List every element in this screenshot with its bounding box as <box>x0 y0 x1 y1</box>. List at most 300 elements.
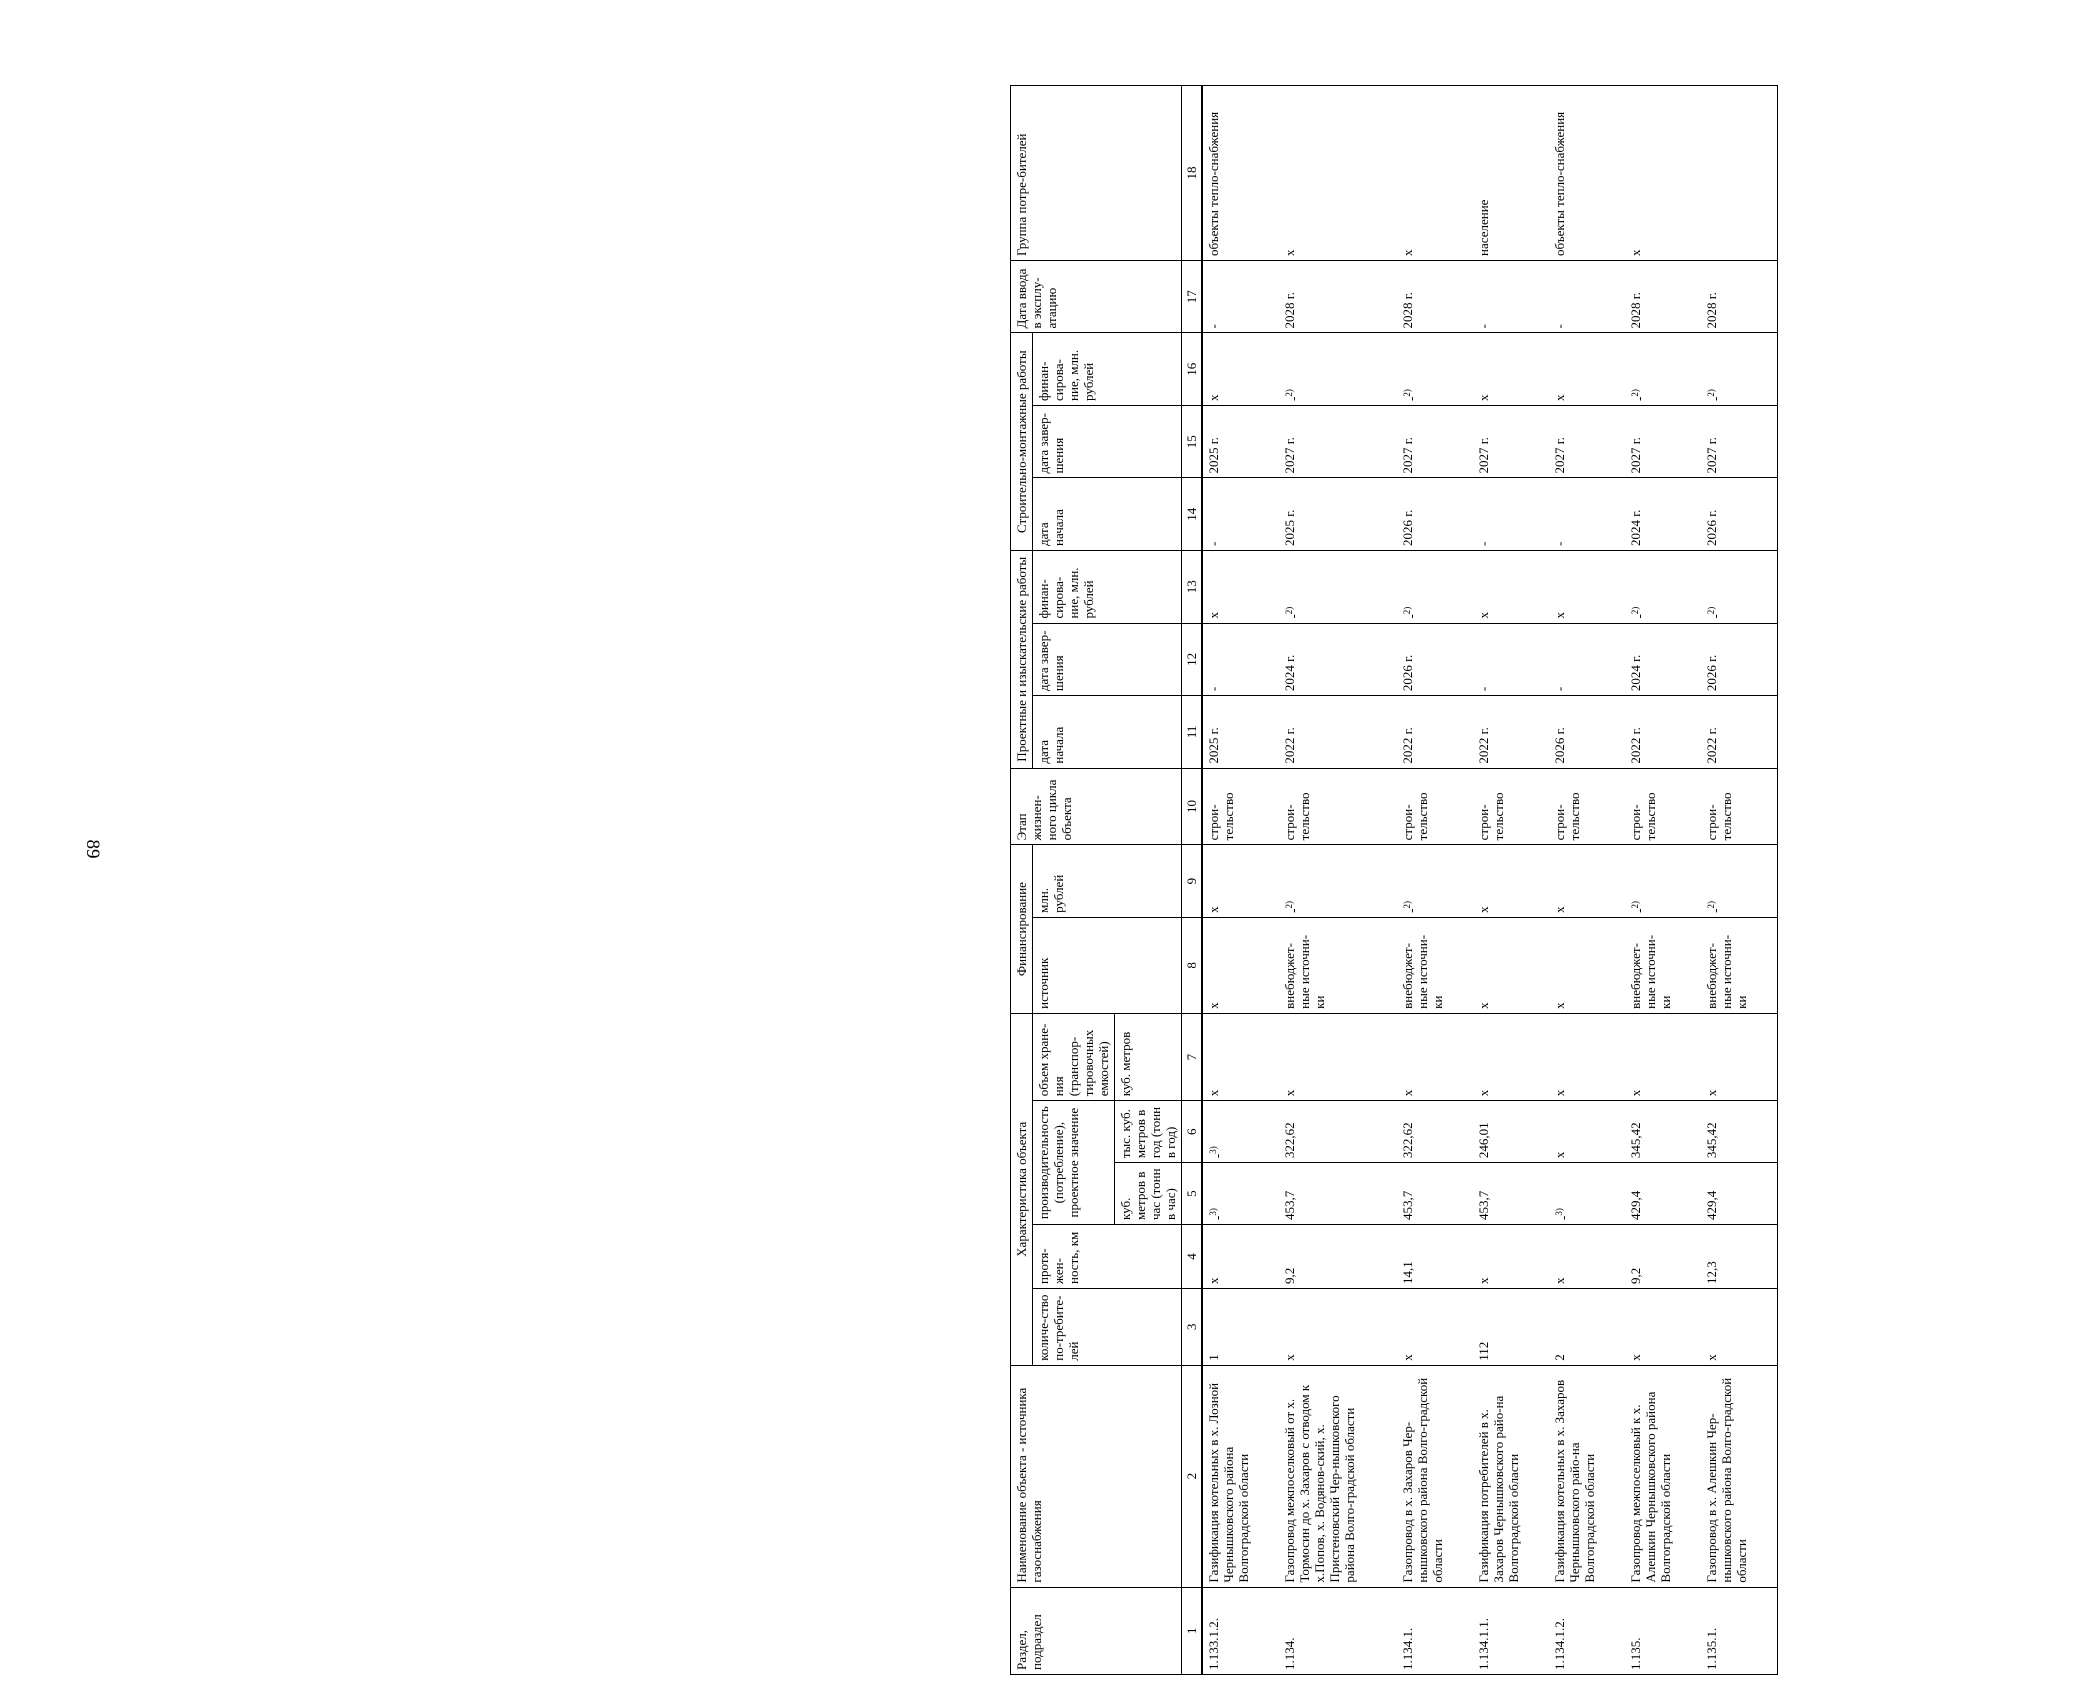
fin-source-cell <box>1279 917 1397 1013</box>
cell-text: x <box>1704 1354 1719 1361</box>
footnote-marker: 2) <box>1630 389 1640 397</box>
cell-text: строи-тельство <box>1400 792 1430 841</box>
design-start-cell <box>1279 696 1397 769</box>
life-cycle-cell <box>1625 768 1701 845</box>
capacity-yearly-cell <box>1279 1101 1397 1163</box>
cell-text: 112 <box>1476 1341 1491 1361</box>
length-cell <box>1279 1224 1397 1288</box>
cell-text: 1.133.1.2. <box>1206 1618 1221 1670</box>
cell-text: - <box>1285 908 1301 913</box>
commissioning-cell <box>1279 260 1397 333</box>
cell-text: 1 <box>1206 1354 1221 1361</box>
hdr-section: Раздел, подраздел <box>1011 1587 1182 1674</box>
construction-end-cell <box>1279 405 1397 478</box>
column-number: 5 <box>1182 1163 1203 1225</box>
cell-text: 9,2 <box>1282 1267 1297 1284</box>
storage-cell <box>1625 1013 1701 1100</box>
storage-cell <box>1701 1013 1778 1100</box>
life-cycle-cell <box>1279 768 1397 845</box>
construction-end-cell <box>1202 405 1279 478</box>
hdr-design-end: дата завер-шения <box>1033 623 1182 696</box>
cell-text: 2022 г. <box>1628 727 1643 764</box>
cell-text: строи-тельство <box>1704 792 1734 841</box>
cell-text: 2027 г. <box>1476 437 1491 474</box>
design-financing-cell <box>1279 551 1397 624</box>
design-financing-cell <box>1701 551 1778 624</box>
cell-text: - <box>1476 541 1491 546</box>
commissioning-cell <box>1473 260 1549 333</box>
object-name-cell <box>1397 1365 1473 1587</box>
cell-text: 345,42 <box>1704 1122 1719 1159</box>
footnote-marker: 2) <box>1284 901 1294 909</box>
cell-text: 429,4 <box>1628 1190 1643 1220</box>
cell-text: - <box>1631 396 1647 401</box>
column-number: 8 <box>1182 917 1203 1013</box>
footnote-marker: 3) <box>1208 1208 1218 1216</box>
design-end-cell <box>1625 623 1701 696</box>
column-number: 7 <box>1182 1013 1203 1100</box>
cell-text: 2026 г. <box>1704 654 1719 692</box>
storage-cell <box>1397 1013 1473 1100</box>
design-end-cell <box>1473 623 1549 696</box>
cell-text: 453,7 <box>1400 1190 1415 1220</box>
cell-text: x <box>1476 1002 1491 1009</box>
cell-text: 345,42 <box>1628 1122 1643 1159</box>
footnote-marker: 2) <box>1706 901 1716 909</box>
table-row <box>1549 86 1625 1675</box>
section-cell <box>1625 1587 1701 1674</box>
cell-text: - <box>1403 614 1419 619</box>
hdr-construction-financing: финан-сирова-ние, млн. рублей <box>1033 333 1182 406</box>
cell-text: Газопровод в х. Захаров Чер-нышковского района Волго-градской области <box>1400 1377 1445 1583</box>
cell-text: x <box>1552 1002 1567 1009</box>
hdr-design-works: Проектные и изыскательские работы <box>1011 551 1033 769</box>
cell-text: 2022 г. <box>1282 727 1297 764</box>
cell-text: - <box>1209 1215 1225 1220</box>
column-number: 11 <box>1182 696 1203 769</box>
cell-text: 2 <box>1552 1354 1567 1361</box>
life-cycle-cell <box>1549 768 1625 845</box>
capacity-hourly-cell <box>1473 1163 1549 1225</box>
cell-text: x <box>1552 1089 1567 1097</box>
cell-text: x <box>1282 1354 1297 1361</box>
hdr-construction-end: дата завер-шения <box>1033 405 1182 478</box>
construction-start-cell <box>1701 478 1778 551</box>
cell-text: x <box>1400 1354 1415 1361</box>
fin-amount-cell <box>1473 845 1549 918</box>
consumer-group-cell <box>1701 86 1778 261</box>
cell-text: x <box>1628 1089 1643 1097</box>
design-start-cell <box>1202 696 1279 769</box>
design-start-cell <box>1701 696 1778 769</box>
length-cell <box>1549 1224 1625 1288</box>
storage-cell <box>1473 1013 1549 1100</box>
cell-text: 2022 г. <box>1704 727 1719 764</box>
cell-text: внебюджет-ные источни-ки <box>1704 934 1749 1009</box>
cell-text: - <box>1552 686 1567 692</box>
design-end-cell <box>1549 623 1625 696</box>
cell-text: внебюджет-ные источни-ки <box>1628 934 1673 1009</box>
table-row <box>1701 86 1778 1675</box>
hdr-fin-source: источник <box>1033 917 1182 1013</box>
construction-start-cell <box>1625 478 1701 551</box>
hdr-capacity: производительность (потребление), проектное значение <box>1033 1101 1115 1225</box>
object-name-cell <box>1701 1365 1778 1587</box>
construction-end-cell <box>1473 405 1549 478</box>
cell-text: 2028 г. <box>1704 292 1719 329</box>
length-cell <box>1625 1224 1701 1288</box>
hdr-consumers-count: количе-ство по-требите-лей <box>1033 1288 1182 1365</box>
footnote-marker: 2) <box>1630 606 1640 615</box>
hdr-life-cycle: Этап жизнен-ного цикла объекта <box>1011 768 1182 845</box>
cell-text: x <box>1704 1089 1719 1097</box>
footnote-marker: 3) <box>1208 1146 1218 1154</box>
cell-text: 14,1 <box>1400 1261 1415 1284</box>
consumer-group-cell <box>1549 86 1625 261</box>
object-name-cell <box>1549 1365 1625 1587</box>
rotated-table-area <box>1010 85 2090 1675</box>
hdr-fin-amount: млн. рублей <box>1033 845 1182 918</box>
construction-start-cell <box>1202 478 1279 551</box>
design-financing-cell <box>1549 551 1625 624</box>
capacity-yearly-cell <box>1397 1101 1473 1163</box>
cell-text: 1.134.1.2. <box>1552 1618 1567 1670</box>
cell-text: 429,4 <box>1704 1190 1719 1220</box>
storage-cell <box>1549 1013 1625 1100</box>
construction-end-cell <box>1397 405 1473 478</box>
cell-text: x <box>1400 249 1415 256</box>
column-number: 13 <box>1182 551 1203 624</box>
column-number: 2 <box>1182 1365 1203 1587</box>
column-number: 9 <box>1182 845 1203 918</box>
cell-text: x <box>1206 1277 1221 1284</box>
cell-text: Газификация потребителей в х. Захаров Чернышковского райо-на Волгоградской области <box>1476 1395 1521 1583</box>
column-number: 17 <box>1182 260 1203 333</box>
footnote-marker: 2) <box>1284 606 1294 615</box>
life-cycle-cell <box>1397 768 1473 845</box>
cell-text: 2028 г. <box>1400 292 1415 329</box>
cell-text: объекты тепло-снабжения <box>1552 111 1567 256</box>
section-cell <box>1279 1587 1397 1674</box>
cell-text: 2024 г. <box>1282 654 1297 692</box>
cell-text: x <box>1282 1089 1297 1097</box>
consumers-cell <box>1397 1288 1473 1365</box>
cell-text: 2027 г. <box>1552 437 1567 474</box>
column-number: 16 <box>1182 333 1203 406</box>
capacity-hourly-cell <box>1202 1163 1279 1225</box>
cell-text: Газопровод межпоселковый от х. Тормосин до х. Захаров с отводом к х.Попов, х. Водянов-ский, х. Пристеновский Чер-нышковского района Волго-градской области <box>1282 1384 1357 1583</box>
cell-text: 12,3 <box>1704 1261 1719 1284</box>
cell-text: 2028 г. <box>1628 292 1643 329</box>
construction-financing-cell <box>1279 333 1397 406</box>
cell-text: - <box>1206 324 1221 329</box>
hdr-storage-volume: объем хране-ния (транспор-тировочных емкостей) <box>1033 1013 1115 1100</box>
cell-text: 9,2 <box>1628 1267 1643 1284</box>
column-number: 4 <box>1182 1224 1203 1288</box>
fin-source-cell <box>1202 917 1279 1013</box>
fin-source-cell <box>1549 917 1625 1013</box>
section-cell <box>1549 1587 1625 1674</box>
page-number: 89 <box>82 839 103 859</box>
fin-amount-cell <box>1625 845 1701 918</box>
commissioning-cell <box>1549 260 1625 333</box>
cell-text: x <box>1628 1354 1643 1361</box>
design-start-cell <box>1549 696 1625 769</box>
cell-text: - <box>1476 686 1491 692</box>
design-financing-cell <box>1473 551 1549 624</box>
object-name-cell <box>1279 1365 1397 1587</box>
cell-text: 2027 г. <box>1704 437 1719 474</box>
section-cell <box>1701 1587 1778 1674</box>
cell-text: 2026 г. <box>1704 509 1719 546</box>
capacity-hourly-cell <box>1701 1163 1778 1225</box>
construction-end-cell <box>1549 405 1625 478</box>
footnote-marker: 2) <box>1706 389 1716 397</box>
capacity-hourly-cell <box>1279 1163 1397 1225</box>
cell-text: - <box>1552 324 1567 329</box>
capacity-hourly-cell <box>1549 1163 1625 1225</box>
length-cell <box>1701 1224 1778 1288</box>
cell-text: 2026 г. <box>1400 654 1415 692</box>
consumers-cell <box>1473 1288 1549 1365</box>
hdr-storage-unit: куб. метров <box>1115 1013 1182 1100</box>
cell-text: строи-тельство <box>1628 792 1658 841</box>
storage-cell <box>1202 1013 1279 1100</box>
cell-text: 2028 г. <box>1282 292 1297 329</box>
cell-text: 453,7 <box>1282 1190 1297 1220</box>
hdr-capacity-yearly: тыс. куб. метров в год (тонн в год) <box>1115 1101 1182 1163</box>
hdr-consumer-group: Группа потре-бителей <box>1011 86 1182 261</box>
column-number: 1 <box>1182 1587 1203 1674</box>
capacity-hourly-cell <box>1397 1163 1473 1225</box>
footnote-marker: 2) <box>1284 389 1294 397</box>
cell-text: - <box>1707 908 1723 913</box>
cell-text: - <box>1403 396 1419 401</box>
design-end-cell <box>1202 623 1279 696</box>
cell-text: 2026 г. <box>1552 727 1567 764</box>
consumer-group-cell <box>1397 86 1473 261</box>
cell-text: - <box>1555 1215 1571 1220</box>
cell-text: 322,62 <box>1400 1122 1415 1159</box>
hdr-length: протя-жен-ность, км <box>1033 1224 1182 1288</box>
cell-text: 1.135.1. <box>1704 1627 1719 1670</box>
cell-text: 2027 г. <box>1628 437 1643 474</box>
cell-text: - <box>1476 324 1491 329</box>
fin-amount-cell <box>1701 845 1778 918</box>
cell-text: - <box>1285 396 1301 401</box>
fin-amount-cell <box>1279 845 1397 918</box>
fin-source-cell <box>1625 917 1701 1013</box>
length-cell <box>1397 1224 1473 1288</box>
cell-text: x <box>1476 1089 1491 1097</box>
cell-text: x <box>1400 1089 1415 1097</box>
design-end-cell <box>1397 623 1473 696</box>
commissioning-cell <box>1397 260 1473 333</box>
object-name-cell <box>1473 1365 1549 1587</box>
cell-text: x <box>1476 612 1491 619</box>
cell-text: строи-тельство <box>1552 792 1582 841</box>
cell-text: 2025 г. <box>1206 727 1221 764</box>
cell-text: 1.134. <box>1282 1637 1297 1670</box>
cell-text: 2024 г. <box>1628 654 1643 692</box>
design-end-cell <box>1279 623 1397 696</box>
cell-text: x <box>1552 906 1567 913</box>
design-financing-cell <box>1202 551 1279 624</box>
cell-text: объекты тепло-снабжения <box>1206 111 1221 256</box>
consumers-cell <box>1202 1288 1279 1365</box>
cell-text: население <box>1476 199 1491 256</box>
cell-text: x <box>1282 249 1297 256</box>
footnote-marker: 3) <box>1554 1208 1564 1216</box>
cell-text: 2025 г. <box>1282 509 1297 546</box>
consumers-cell <box>1549 1288 1625 1365</box>
cell-text: 453,7 <box>1476 1190 1491 1220</box>
hdr-object-name: Наименование объекта - источника газоснабжения <box>1011 1365 1182 1587</box>
cell-text: x <box>1206 394 1221 401</box>
cell-text: 1.134.1. <box>1400 1627 1415 1670</box>
hdr-capacity-hourly: куб. метров в час (тонн в час) <box>1115 1163 1182 1225</box>
fin-source-cell <box>1701 917 1778 1013</box>
construction-financing-cell <box>1549 333 1625 406</box>
column-number: 3 <box>1182 1288 1203 1365</box>
hdr-construction-works: Строительно-монтажные работы <box>1011 333 1033 551</box>
consumers-cell <box>1701 1288 1778 1365</box>
table-row <box>1473 86 1549 1675</box>
design-financing-cell <box>1397 551 1473 624</box>
cell-text: x <box>1206 1002 1221 1009</box>
column-number: 10 <box>1182 768 1203 845</box>
fin-amount-cell <box>1202 845 1279 918</box>
commissioning-cell <box>1625 260 1701 333</box>
capacity-yearly-cell <box>1202 1101 1279 1163</box>
cell-text: x <box>1552 394 1567 401</box>
cell-text: строи-тельство <box>1206 792 1236 841</box>
fin-amount-cell <box>1397 845 1473 918</box>
column-number: 15 <box>1182 405 1203 478</box>
footnote-marker: 2) <box>1402 606 1412 615</box>
fin-source-cell <box>1473 917 1549 1013</box>
fin-amount-cell <box>1549 845 1625 918</box>
cell-text: - <box>1206 686 1221 692</box>
footnote-marker: 2) <box>1706 606 1716 615</box>
consumers-cell <box>1625 1288 1701 1365</box>
design-start-cell <box>1625 696 1701 769</box>
consumer-group-cell <box>1473 86 1549 261</box>
cell-text: 2027 г. <box>1400 437 1415 474</box>
section-cell <box>1202 1587 1279 1674</box>
cell-text: - <box>1707 614 1723 619</box>
construction-end-cell <box>1625 405 1701 478</box>
object-name-cell <box>1202 1365 1279 1587</box>
consumer-group-cell <box>1279 86 1397 261</box>
cell-text: x <box>1206 906 1221 913</box>
design-start-cell <box>1473 696 1549 769</box>
cell-text: 2025 г. <box>1206 437 1221 474</box>
hdr-design-start: дата начала <box>1033 696 1182 769</box>
construction-end-cell <box>1701 405 1778 478</box>
cell-text: - <box>1206 541 1221 546</box>
column-number: 18 <box>1182 86 1203 261</box>
hdr-construction-start: дата начала <box>1033 478 1182 551</box>
gas-supply-table <box>1010 85 1778 1675</box>
cell-text: - <box>1552 541 1567 546</box>
cell-text: 2022 г. <box>1476 727 1491 764</box>
consumer-group-cell <box>1202 86 1279 261</box>
table-body <box>1202 86 1778 1675</box>
hdr-financing: Финансирование <box>1011 845 1033 1013</box>
column-number-row <box>1182 86 1203 1675</box>
construction-start-cell <box>1397 478 1473 551</box>
consumer-group-cell <box>1625 86 1701 261</box>
storage-cell <box>1279 1013 1397 1100</box>
footnote-marker: 2) <box>1402 901 1412 909</box>
cell-text: 246,01 <box>1476 1122 1491 1159</box>
column-number: 6 <box>1182 1101 1203 1163</box>
cell-text: x <box>1206 1089 1221 1097</box>
construction-financing-cell <box>1625 333 1701 406</box>
cell-text: - <box>1707 396 1723 401</box>
cell-text: 2027 г. <box>1282 437 1297 474</box>
cell-text: 2022 г. <box>1400 727 1415 764</box>
construction-start-cell <box>1279 478 1397 551</box>
cell-text: x <box>1552 1151 1567 1159</box>
cell-text: Газопровод межпоселковый к х. Алешкин Чернышковского района Волгоградской области <box>1628 1391 1673 1583</box>
capacity-yearly-cell <box>1625 1101 1701 1163</box>
cell-text: - <box>1631 908 1647 913</box>
cell-text: - <box>1285 614 1301 619</box>
length-cell <box>1473 1224 1549 1288</box>
hdr-commissioning-date: Дата ввода в эксплу-атацию <box>1011 260 1182 333</box>
table-row <box>1202 86 1279 1675</box>
cell-text: x <box>1206 612 1221 619</box>
construction-start-cell <box>1473 478 1549 551</box>
hdr-object-characteristics: Характеристика объекта <box>1011 1013 1033 1365</box>
design-financing-cell <box>1625 551 1701 624</box>
length-cell <box>1202 1224 1279 1288</box>
fin-source-cell <box>1397 917 1473 1013</box>
column-number: 14 <box>1182 478 1203 551</box>
capacity-yearly-cell <box>1549 1101 1625 1163</box>
table-row <box>1625 86 1701 1675</box>
cell-text: x <box>1476 394 1491 401</box>
cell-text: Газопровод в х. Алешкин Чер-нышковского района Волго-градской области <box>1704 1377 1749 1583</box>
object-name-cell <box>1625 1365 1701 1587</box>
cell-text: x <box>1476 1277 1491 1284</box>
cell-text: 322,62 <box>1282 1122 1297 1159</box>
footnote-marker: 2) <box>1402 389 1412 397</box>
construction-financing-cell <box>1473 333 1549 406</box>
section-cell <box>1473 1587 1549 1674</box>
cell-text: внебюджет-ные источни-ки <box>1400 934 1445 1009</box>
cell-text: 1.134.1.1. <box>1476 1618 1491 1670</box>
hdr-design-financing: финан-сирова-ние, млн. рублей <box>1033 551 1182 624</box>
construction-start-cell <box>1549 478 1625 551</box>
cell-text: 2026 г. <box>1400 509 1415 546</box>
cell-text: 1.135. <box>1628 1637 1643 1670</box>
cell-text: Газификация котельных в х. Захаров Чернышковского райо-на Волгоградской области <box>1552 1379 1597 1583</box>
construction-financing-cell <box>1701 333 1778 406</box>
life-cycle-cell <box>1701 768 1778 845</box>
cell-text: строи-тельство <box>1476 792 1506 841</box>
footnote-marker: 2) <box>1630 901 1640 909</box>
design-start-cell <box>1397 696 1473 769</box>
cell-text: - <box>1403 908 1419 913</box>
section-cell <box>1397 1587 1473 1674</box>
commissioning-cell <box>1202 260 1279 333</box>
design-end-cell <box>1701 623 1778 696</box>
construction-financing-cell <box>1202 333 1279 406</box>
cell-text: - <box>1631 614 1647 619</box>
